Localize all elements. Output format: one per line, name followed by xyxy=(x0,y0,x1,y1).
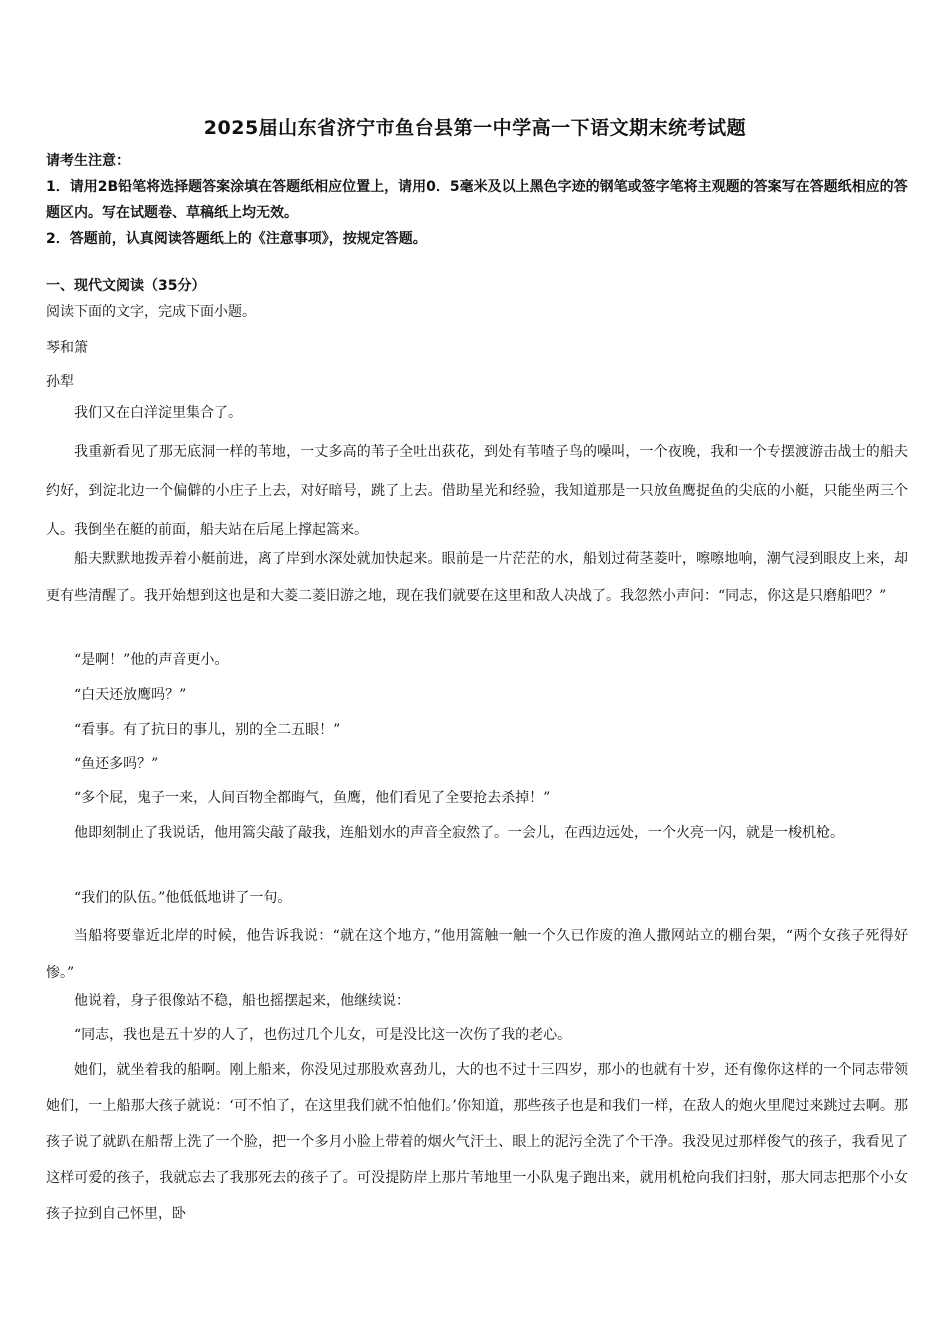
article-paragraph: “看事。有了抗日的事儿，别的全二五眼！” xyxy=(74,722,341,738)
article-paragraph: 他说着，身子很像站不稳，船也摇摆起来，他继续说： xyxy=(74,993,410,1009)
article-author: 孙犁 xyxy=(46,374,74,390)
section-heading: 一、现代文阅读（35分） xyxy=(46,278,206,294)
article-paragraph: “是啊！”他的声音更小。 xyxy=(74,652,229,668)
article-paragraph: 她们，就坐着我的船啊。刚上船来，你没见过那股欢喜劲儿，大的也不过十三四岁，那小的也就有十岁，还有像你这样的一个同志带领她们，一上船那大孩子就说：‘可不怕了，在这里我们就不怕他们。’你知道，那些孩子也是和我们一样，在敌人的炮火里爬过来跳过去啊。那孩子说了就趴在船帮上洗了一个脸，把一个多月小脸上带着的烟火气汗土、眼上的泥污全洗了个干净。我没见过那样俊气的孩子，我看见了这样可爱的孩子，我就忘去了我那死去的孩子了。可没提防岸上那片苇地里一小队鬼子跑出来，就用机枪向我们扫射，那大同志把那个小女孩子拉到自己怀里，卧 xyxy=(46,1062,908,1222)
article-paragraph: “鱼还多吗？” xyxy=(74,756,159,772)
reading-instruction: 阅读下面的文字，完成下面小题。 xyxy=(46,304,256,320)
notice-heading: 请考生注意： xyxy=(46,153,130,169)
article-paragraph: 当船将要靠近北岸的时候，他告诉我说：“就在这个地方，”他用篙触一触一个久已作废的渔人撒网站立的棚台架，“两个女孩子死得好惨。” xyxy=(46,928,908,981)
notice-item: 2．答题前，认真阅读答题纸上的《注意事项》，按规定答题。 xyxy=(46,231,427,247)
candidate-notice xyxy=(46,148,908,252)
article-paragraph: “白天还放鹰吗？” xyxy=(74,687,187,703)
exam-title: 2025届山东省济宁市鱼台县第一中学高一下语文期末统考试题 xyxy=(203,117,747,139)
notice-item: 1．请用2B铅笔将选择题答案涂填在答题纸相应位置上，请用0．5毫米及以上黑色字迹的钢笔或签字笔将主观题的答案写在答题纸相应的答题区内。写在试题卷、草稿纸上均无效。 xyxy=(46,179,908,221)
article-paragraph: 我们又在白洋淀里集合了。 xyxy=(74,405,242,421)
article-paragraph: “我们的队伍。”他低低地讲了一句。 xyxy=(74,890,292,906)
article-title: 琴和箫 xyxy=(46,340,88,356)
article-paragraph: “多个屁，鬼子一来，人间百物全都晦气，鱼鹰，他们看见了全要抢去杀掉！” xyxy=(74,790,551,806)
article-paragraph: 他即刻制止了我说话，他用篙尖敲了敲我，连船划水的声音全寂然了。一会儿，在西边远处，一个火亮一闪，就是一梭机枪。 xyxy=(74,825,844,841)
article-paragraph: 船夫默默地拨弄着小艇前进，离了岸到水深处就加快起来。眼前是一片茫茫的水，船划过荷茎菱叶，嚓嚓地响，潮气浸到眼皮上来，却更有些清醒了。我开始想到这也是和大菱二菱旧游之地，现在我们就要在这里和敌人决战了。我忽然小声问：“同志，你这是只磨船吧？” xyxy=(46,551,908,604)
article-paragraph: “同志，我也是五十岁的人了，也伤过几个儿女，可是没比这一次伤了我的老心。 xyxy=(74,1027,572,1043)
article-paragraph: 我重新看见了那无底洞一样的苇地，一丈多高的苇子全吐出荻花，到处有苇喳子鸟的噪叫，一个夜晚，我和一个专摆渡游击战士的船夫约好，到淀北边一个偏僻的小庄子上去，对好暗号，跳了上去。借助星光和经验，我知道那是一只放鱼鹰捉鱼的尖底的小艇，只能坐两三个人。我倒坐在艇的前面，船夫站在后尾上撑起篙来。 xyxy=(46,444,908,538)
